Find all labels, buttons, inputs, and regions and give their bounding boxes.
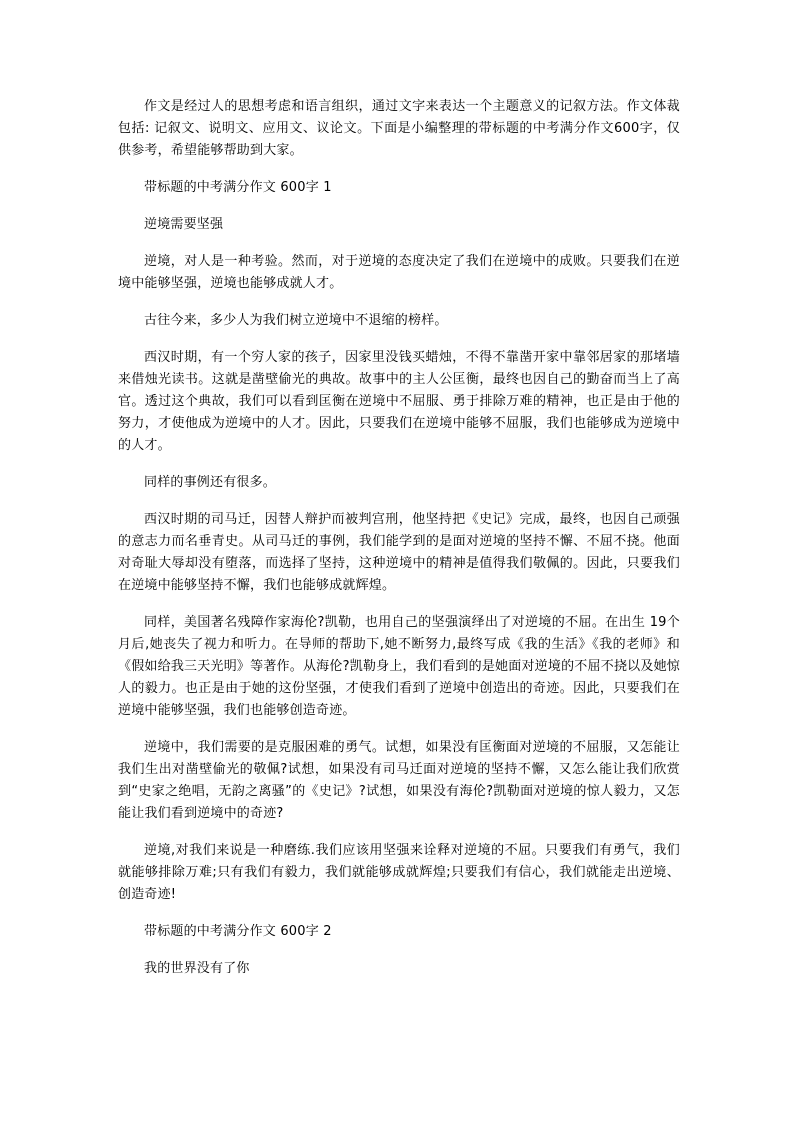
essay-title-2: 我的世界没有了你 [144, 961, 250, 976]
document-body [118, 96, 680, 980]
body-paragraph: 逆境,对我们来说是一种磨练.我们应该用坚强来诠释对逆境的不屈。只要我们有勇气，我们就能够排除万难;只有我们有毅力，我们就能够成就辉煌;只要我们有信心，我们就能走出逆境、创造奇迹! [118, 843, 680, 902]
body-paragraph: 同样，美国著名残障作家海伦?凯勒，也用自己的坚强演绎出了对逆境的不屈。在出生 19个月后,她丧失了视力和听力。在导师的帮助下,她不断努力,最终写成《我的生活》《我的老师》和《假如给我三天光明》等著作。从海伦?凯勒身上，我们看到的是她面对逆境的不屈不挠以及她惊人的毅力。也正是由于她的这份坚强，才使我们看到了逆境中创造出的奇迹。因此，只要我们在逆境中能够坚强，我们也能够创造奇迹。 [118, 615, 680, 718]
essay-title-1: 逆境需要坚强 [144, 217, 224, 232]
body-paragraph: 古往今来，多少人为我们树立逆境中不退缩的榜样。 [144, 313, 448, 328]
body-paragraph: 西汉时期，有一个穷人家的孩子，因家里没钱买蜡烛，不得不靠凿开家中靠邻居家的那堵墙来借烛光读书。这就是凿壁偷光的典故。故事中的主人公匡衡，最终也因自己的勤奋而当上了高官。透过这个典故，我们可以看到匡衡在逆境中不屈服、勇于排除万难的精神，也正是由于他的努力，才使他成为逆境中的人才。因此，只要我们在逆境中能够不屈服，我们也能够成为逆境中的人才。 [118, 350, 680, 453]
section-heading-2: 带标题的中考满分作文 600字 2 [144, 924, 332, 939]
body-paragraph: 西汉时期的司马迁，因替人辩护而被判宫刑，他坚持把《史记》完成，最终，也因自己顽强的意志力而名垂青史。从司马迁的事例，我们能学到的是面对逆境的坚持不懈、不屈不挠。他面对奇耻大辱却没有堕落，而选择了坚持，这种逆境中的精神是值得我们敬佩的。因此，只要我们在逆境中能够坚持不懈，我们也能够成就辉煌。 [118, 512, 680, 593]
body-paragraph: 同样的事例还有很多。 [144, 475, 277, 490]
body-paragraph: 逆境中，我们需要的是克服困难的勇气。试想，如果没有匡衡面对逆境的不屈服，又怎能让我们生出对凿壁偷光的敬佩?试想，如果没有司马迁面对逆境的坚持不懈，又怎么能让我们欣赏到“史家之绝唱，无韵之离骚”的《史记》?试想，如果没有海伦?凯勒面对逆境的惊人毅力，又怎能让我们看到逆境中的奇迹? [118, 740, 680, 821]
section-heading-1: 带标题的中考满分作文 600字 1 [144, 180, 332, 195]
body-paragraph: 逆境，对人是一种考验。然而，对于逆境的态度决定了我们在逆境中的成败。只要我们在逆境中能够坚强，逆境也能够成就人才。 [118, 254, 680, 291]
intro-paragraph: 作文是经过人的思想考虑和语言组织，通过文字来表达一个主题意义的记叙方法。作文体裁包括: 记叙文、说明文、应用文、议论文。下面是小编整理的带标题的中考满分作文600字，仅供参考，希望能够帮助到大家。 [118, 99, 680, 158]
